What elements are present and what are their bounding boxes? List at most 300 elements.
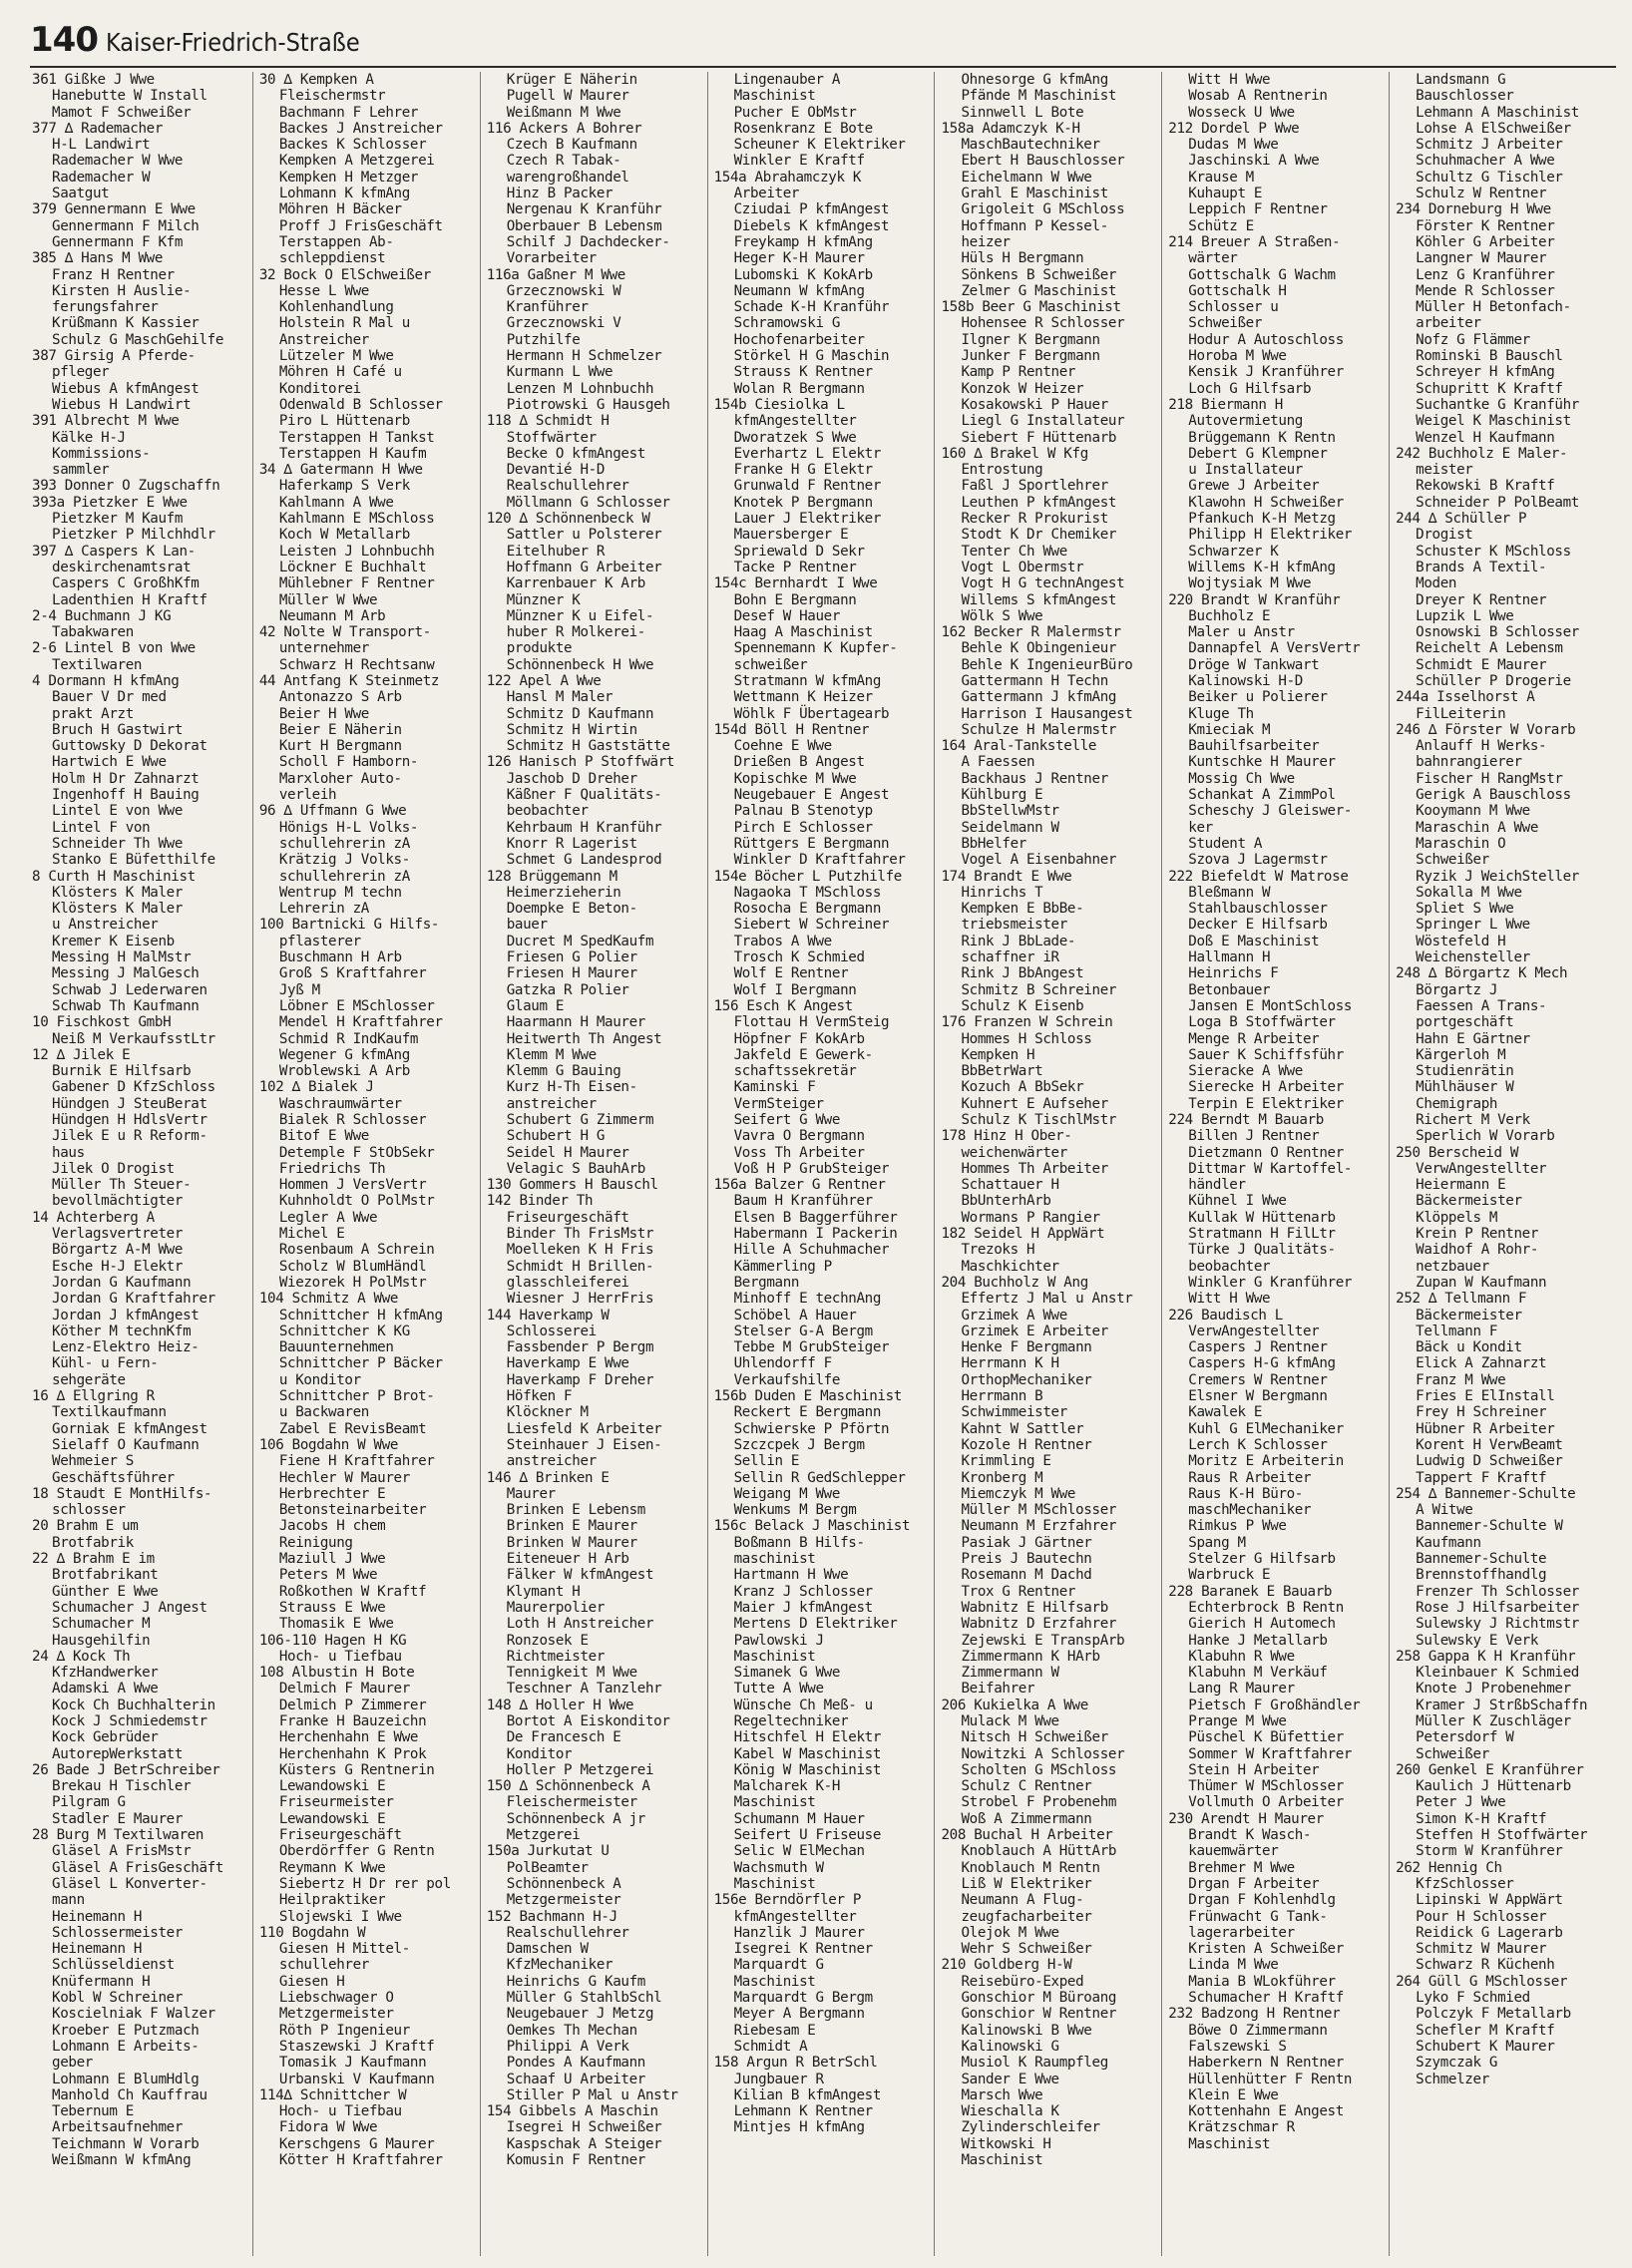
directory-entry: A Faessen [961, 754, 1035, 771]
directory-entry: 20 Brahm E um [32, 1518, 139, 1535]
directory-entry: Weigel K Maschinist [1416, 413, 1571, 430]
directory-entry: 96 ∆ Uffmann G Wwe [258, 803, 407, 820]
directory-entry: Winkler E Kraftf [733, 153, 865, 170]
directory-entry: 26 Bade J BetrSchreiber [32, 1761, 220, 1778]
directory-entry: Tappert F Kraftf [1416, 1469, 1547, 1486]
directory-entry: Rimkus P Wwe [1188, 1518, 1287, 1535]
directory-entry: Schönnenbeck A [506, 1875, 621, 1892]
directory-entry: Neumann W kfmAng [733, 282, 865, 299]
directory-entry: Drgan F Kohlenhdlg [1188, 1892, 1336, 1909]
directory-entry: Klöckner M [506, 1404, 589, 1421]
directory-entry: Simanek G Wwe [733, 1665, 841, 1682]
directory-entry: Schubert H G [506, 1128, 606, 1145]
directory-entry: unternehmer [278, 640, 369, 657]
directory-entry: Saatgut [52, 186, 110, 202]
directory-entry: Menge R Arbeiter [1188, 1030, 1320, 1047]
directory-entry: sammler [52, 462, 110, 479]
directory-entry: Kahnt W Sattler [961, 1420, 1084, 1437]
directory-entry: Warbruck E [1188, 1567, 1271, 1584]
directory-entry: Neugebauer J Metzg [506, 2006, 654, 2023]
directory-entry: Linda M Wwe [1188, 1957, 1279, 1974]
directory-entry: Maurerpolier [506, 1599, 606, 1616]
directory-entry: Hoffmann P Kessel- [961, 217, 1108, 234]
directory-entry: Kooymann M Wwe [1416, 803, 1530, 820]
directory-entry: Schumacher J Angest [52, 1599, 207, 1616]
directory-entry: Stahlbauschlosser [1188, 901, 1328, 918]
directory-entry: Heitwerth Th Angest [506, 1030, 662, 1047]
directory-entry: Schweißer [1188, 315, 1263, 332]
directory-entry: Schwarz R Küchenh [1416, 1957, 1555, 1974]
directory-entry: Desef W Hauer [733, 607, 841, 624]
directory-entry: Brennstoffhandlg [1416, 1567, 1547, 1584]
directory-entry: Dworatzek S Wwe [733, 429, 857, 446]
directory-entry: Kmieciak M [1188, 721, 1271, 738]
directory-entry: Krätzschmar R [1188, 2119, 1295, 2136]
directory-entry: Willems S kfmAngest [961, 591, 1117, 608]
directory-entry: Kottenhahn E Angest [1188, 2103, 1344, 2120]
directory-entry: u Konditor [278, 1371, 361, 1388]
directory-entry: Hanzlik J Maurer [733, 1924, 865, 1941]
directory-entry: BbStellwMstr [961, 803, 1059, 820]
directory-entry: Reckert E Bergmann [733, 1404, 882, 1421]
directory-entry: Trezoks H [961, 1242, 1035, 1259]
directory-entry: Reichelt A Lebensm [1416, 640, 1563, 657]
directory-entry: verleih [278, 787, 337, 804]
directory-entry: Habermann I Packerin [733, 1226, 898, 1243]
directory-entry: Möllmann G Schlosser [506, 494, 670, 511]
directory-entry: Becke O kfmAngest [506, 445, 645, 462]
directory-entry: Elsner W Bergmann [1188, 1388, 1328, 1405]
directory-entry: Trox G Rentner [961, 1583, 1076, 1600]
directory-entry: Adamski A Wwe [52, 1681, 159, 1698]
directory-entry: Rosemann M Dachd [961, 1567, 1092, 1584]
directory-entry: Schönnenbeck A jr [506, 1810, 645, 1827]
directory-entry: schullehrer [278, 1957, 369, 1974]
directory-entry: Mendel H Kraftfahrer [278, 1014, 443, 1031]
directory-entry: 218 Biermann H [1168, 396, 1283, 413]
directory-entry: Dröge W Tankwart [1188, 656, 1320, 673]
directory-entry: Kalinowski H-D [1188, 672, 1303, 689]
directory-entry: Kempken E BbBe- [961, 901, 1084, 918]
directory-entry: Koch W Metallarb [278, 527, 410, 544]
directory-entry: Doß E Maschinist [1188, 933, 1320, 949]
directory-entry: Detemple F StObSekr [278, 1144, 435, 1161]
directory-entry: 226 Baudisch L [1168, 1307, 1283, 1323]
directory-entry: Geschäftsführer [52, 1469, 175, 1486]
directory-entry: 220 Brandt W Kranführ [1168, 591, 1341, 608]
directory-entry: Lewandowski E [278, 1778, 386, 1795]
directory-entry: 10 Fischkost GmbH [32, 1014, 172, 1031]
directory-entry: 110 Bogdahn W [258, 1924, 366, 1941]
directory-entry: Kranz J Schlosser [733, 1583, 873, 1600]
directory-entry: Liesfeld K Arbeiter [506, 1420, 662, 1437]
directory-entry: Damschen W [506, 1941, 589, 1958]
directory-entry: portgeschäft [1416, 1014, 1514, 1031]
directory-entry: Dannapfel A VersVertr [1188, 640, 1361, 657]
directory-entry: Stratmann W kfmAng [733, 672, 882, 689]
directory-entry: H-L Landwirt [52, 137, 151, 154]
directory-entry: Grzecznowski W [506, 282, 621, 299]
directory-entry: Knüfermann H [52, 1973, 151, 1990]
directory-entry: Piotrowski G Hausgeh [506, 396, 670, 413]
directory-entry: arbeiter [1416, 315, 1481, 332]
directory-entry: Franz H Rentner [52, 266, 175, 283]
directory-entry: Winkler D Kraftfahrer [733, 852, 906, 869]
directory-entry: Friseurgeschäft [506, 1209, 629, 1226]
directory-entry: Spliet S Wwe [1416, 901, 1514, 918]
directory-entry: Michel E [278, 1226, 345, 1243]
directory-entry: beobachter [506, 803, 589, 820]
directory-entry: Hoch- u Tiefbau [278, 1648, 402, 1665]
directory-entry: Sommer W Kraftfahrer [1188, 1745, 1353, 1762]
directory-entry: 4 Dormann H kfmAng [32, 672, 180, 689]
directory-entry: Scheschy J Gleiswer- [1188, 803, 1353, 820]
directory-entry: Preis J Bautechn [961, 1551, 1092, 1568]
directory-entry: Schumacher H Kraftf [1188, 1990, 1344, 2007]
directory-entry: Oberdörffer G Rentn [278, 1843, 435, 1860]
directory-entry: Loch G Hilfsarb [1188, 380, 1312, 397]
directory-entry: Tebernum E [52, 2103, 134, 2120]
directory-entry: Spriewald D Sekr [733, 543, 865, 560]
directory-entry: Diebels K kfmAngest [733, 217, 890, 234]
directory-entry: Nagaoka T MSchloss [733, 884, 882, 901]
directory-entry: Krause M [1188, 169, 1254, 186]
directory-entry: Gläsel L Konverter- [52, 1875, 207, 1892]
directory-entry: Weigang M Wwe [733, 1485, 841, 1502]
directory-entry: Schmidt H Brillen- [506, 1258, 654, 1275]
directory-entry: Rademacher W [52, 169, 151, 186]
directory-entry: KfzHandwerker [52, 1665, 159, 1682]
directory-entry: Arbeiter [733, 186, 800, 202]
directory-entry: Kramer J StrßbSchaffn [1416, 1697, 1588, 1713]
directory-entry: Marquardt G Bergm [733, 1990, 873, 2007]
directory-entry: zeugfacharbeiter [961, 1908, 1092, 1925]
directory-entry: Kranführer [506, 299, 589, 316]
directory-entry: Börgartz J [1416, 981, 1498, 998]
directory-entry: Isegrei K Rentner [733, 1941, 873, 1958]
directory-entry: Stadler E Maurer [52, 1810, 184, 1827]
directory-entry: 154c Bernhardt I Wwe [713, 575, 878, 592]
directory-entry: Beier H Wwe [278, 705, 369, 722]
directory-entry: Falszewski S [1188, 2038, 1287, 2055]
directory-entry: Rüttgers E Bergmann [733, 835, 890, 852]
directory-entry: Schulz G MaschGehilfe [52, 331, 224, 348]
directory-entry: 387 Girsig A Pferde- [32, 348, 196, 365]
directory-entry: Kahlmann E MSchloss [278, 511, 435, 528]
directory-entry: Petersdorf W [1416, 1729, 1514, 1746]
directory-entry: beobachter [1188, 1258, 1271, 1275]
directory-entry: Kühnel I Wwe [1188, 1193, 1287, 1210]
directory-entry: Brinken E Lebensm [506, 1502, 645, 1519]
directory-entry: Lützeler M Wwe [278, 348, 394, 365]
directory-entry: Frenzer Th Schlosser [1416, 1583, 1579, 1600]
directory-entry: Antonazzo S Arb [278, 689, 402, 706]
directory-entry: Wabnitz D Erzfahrer [961, 1616, 1117, 1633]
directory-entry: Vavra O Bergmann [733, 1128, 865, 1145]
directory-entry: 154b Ciesiolka L [713, 396, 845, 413]
directory-entry: 156 Esch K Angest [713, 997, 853, 1014]
directory-entry: Knoblauch M Rentn [961, 1859, 1100, 1876]
directory-entry: Giesen H Mittel- [278, 1941, 410, 1958]
directory-entry: 106 Bogdahn W Wwe [258, 1436, 399, 1453]
directory-entry: 156c Belack J Maschinist [713, 1518, 911, 1535]
directory-entry: Polczyk F Metallarb [1416, 2006, 1571, 2023]
directory-entry: Müller G StahlbSchl [506, 1990, 662, 2007]
directory-entry: 22 ∆ Brahm E im [32, 1551, 155, 1568]
directory-entry: 156a Balzer G Rentner [713, 1177, 886, 1194]
directory-entry: Münzner K [506, 591, 581, 608]
directory-entry: bauer [506, 917, 548, 934]
directory-entry: Buschmann H Arb [278, 949, 402, 966]
directory-entry: schullehrerin zA [278, 868, 410, 885]
directory-entry: Wolf I Bergmann [733, 981, 857, 998]
directory-entry: Rademacher W Wwe [52, 153, 184, 170]
directory-entry: Gerigk A Bauschloss [1416, 787, 1571, 804]
directory-entry: Arbeitsaufnehmer [52, 2119, 184, 2136]
directory-entry: Reymann K Wwe [278, 1859, 386, 1876]
directory-entry: Mossig Ch Wwe [1188, 770, 1295, 787]
directory-entry: Kempken H [961, 1046, 1035, 1063]
directory-entry: Hinrichs T [961, 884, 1043, 901]
directory-entry: Scheuner K Elektriker [733, 137, 906, 154]
directory-entry: Heinemann H [52, 1941, 143, 1958]
directory-entry: 162 Becker R Malermstr [941, 624, 1121, 641]
directory-entry: Kabel W Maschinist [733, 1745, 882, 1762]
directory-entry: weichenwärter [961, 1144, 1067, 1161]
directory-entry: Voß H P GrubSteiger [733, 1160, 890, 1177]
directory-entry: Kock Ch Buchhalterin [52, 1697, 215, 1713]
directory-entry: Wolan R Bergmann [733, 380, 865, 397]
page-number: 140 [30, 20, 98, 60]
directory-entry: Harrison I Hausangest [961, 705, 1133, 722]
directory-entry: Olejok M Wwe [961, 1924, 1059, 1941]
directory-entry: Grzecznowski V [506, 315, 621, 332]
directory-entry: Czech B Kaufmann [506, 137, 637, 154]
directory-entry: händler [1188, 1177, 1246, 1194]
directory-entry: Henke F Bergmann [961, 1339, 1092, 1356]
directory-entry: Siebert F Hüttenarb [961, 429, 1117, 446]
directory-entry: mann [52, 1892, 85, 1909]
directory-entry: Herrmann K H [961, 1355, 1059, 1372]
directory-entry: Meyer A Bergmann [733, 2006, 865, 2023]
directory-entry: Heilpraktiker [278, 1892, 386, 1909]
directory-entry: Billen J Rentner [1188, 1128, 1320, 1145]
directory-entry: 16 ∆ Ellgring R [32, 1388, 155, 1405]
directory-entry: Moritz E Arbeiterin [1188, 1453, 1344, 1470]
directory-entry: Vogel A Eisenbahner [961, 852, 1117, 869]
directory-entry: Gottschalk G Wachm [1188, 266, 1336, 283]
directory-entry: Pucher E ObMstr [733, 104, 857, 121]
directory-entry: Haferkamp S Verk [278, 478, 410, 495]
directory-entry: Heinrichs F [1188, 965, 1279, 982]
directory-column-5 [934, 72, 1161, 2256]
directory-entry: Rink J BbLade- [961, 933, 1076, 949]
directory-entry: Moelleken K H Fris [506, 1242, 654, 1259]
directory-entry: Schwierske P Pförtn [733, 1420, 890, 1437]
directory-entry: Wieschalla K [961, 2103, 1059, 2120]
directory-entry: Schnittcher P Bäcker [278, 1355, 443, 1372]
directory-entry: Marsch Wwe [961, 2086, 1043, 2103]
directory-entry: Maziull J Wwe [278, 1551, 386, 1568]
directory-entry: Maschinist [733, 1648, 816, 1665]
directory-entry: Kälke H-J [52, 429, 126, 446]
directory-entry: Schultz G Tischler [1416, 169, 1563, 186]
directory-entry: prakt Arzt [52, 705, 134, 722]
directory-entry: Selic W ElMechan [733, 1843, 865, 1860]
directory-entry: Klabuhn M Verkäuf [1188, 1665, 1328, 1682]
directory-entry: Herbrechter E [278, 1485, 386, 1502]
directory-entry: Kuntschke H Maurer [1188, 754, 1336, 771]
directory-entry: 2-6 Lintel B von Wwe [32, 640, 196, 657]
directory-entry: Neumann M Arb [278, 607, 386, 624]
directory-entry: Grahl E Maschinist [961, 186, 1108, 202]
directory-entry: Kobl W Schreiner [52, 1990, 184, 2007]
directory-entry: Faßl J Sportlehrer [961, 478, 1108, 495]
directory-entry: Riebesam E [733, 2022, 816, 2039]
directory-entry: Wiezorek H PolMstr [278, 1274, 427, 1291]
directory-entry: 150 ∆ Schönnenbeck A [486, 1778, 650, 1795]
directory-entry: Urbanski V Kaufmann [278, 2071, 435, 2087]
directory-entry: 393a Pietzker E Wwe [32, 494, 188, 511]
directory-entry: Hallmann H [1188, 949, 1271, 966]
directory-entry: Regeltechniker [733, 1712, 849, 1729]
directory-entry: 18 Staudt E MontHilfs- [32, 1485, 212, 1502]
directory-entry: Peter J Wwe [1416, 1794, 1506, 1811]
directory-entry: Krimmling E [961, 1453, 1051, 1470]
directory-entry: 34 ∆ Gatermann H Wwe [258, 462, 423, 479]
directory-entry: Lohmann K kfmAng [278, 186, 410, 202]
directory-entry: 262 Hennig Ch [1396, 1859, 1502, 1876]
directory-entry: Hesse L Wwe [278, 282, 369, 299]
directory-entry: Sulewsky E Verk [1416, 1632, 1539, 1649]
directory-entry: VerwAngestellter [1188, 1323, 1320, 1339]
directory-entry: Chemigraph [1416, 1095, 1498, 1112]
directory-entry: Konditor [506, 1745, 573, 1762]
directory-entry: 8 Curth H Maschinist [32, 868, 196, 885]
directory-entry: Fassbender P Bergm [506, 1339, 654, 1356]
directory-entry: Kühl- u Fern- [52, 1355, 159, 1372]
directory-entry: Trabos A Wwe [733, 933, 832, 949]
directory-column-1 [30, 72, 252, 2256]
directory-columns [30, 72, 1616, 2256]
directory-entry: Kaulich J Hüttenarb [1416, 1778, 1571, 1795]
directory-entry: Raus R Arbeiter [1188, 1469, 1312, 1486]
directory-entry: Wojtysiak M Wwe [1188, 575, 1312, 592]
directory-entry: Korent H VerwBeamt [1416, 1436, 1563, 1453]
directory-entry: Freykamp H kfmAng [733, 233, 873, 250]
directory-entry: Waschraumwärter [278, 1095, 402, 1112]
directory-entry: 126 Hanisch P Stoffwärt [486, 754, 675, 771]
directory-entry: Bohn E Bergmann [733, 591, 857, 608]
directory-entry: Tebbe M GrubSteiger [733, 1339, 890, 1356]
directory-entry: anstreicher [506, 1453, 597, 1470]
directory-entry: Schilf J Dachdecker- [506, 233, 670, 250]
directory-entry: Konditorei [278, 380, 361, 397]
directory-entry: Loth H Anstreicher [506, 1616, 654, 1633]
directory-entry: Siebertz H Dr rer pol [278, 1875, 451, 1892]
directory-entry: 182 Seidel H AppWärt [941, 1226, 1105, 1243]
directory-entry: Faessen A Trans- [1416, 997, 1547, 1014]
directory-entry: Schwarzer K [1188, 543, 1279, 560]
directory-entry: Fleischermstr [278, 88, 386, 105]
directory-entry: Klymant H [506, 1583, 581, 1600]
directory-entry: Kalinowski B Wwe [961, 2022, 1092, 2039]
directory-entry: Klein E Wwe [1188, 2086, 1279, 2103]
directory-entry: Küsters G Rentnerin [278, 1761, 435, 1778]
directory-entry: triebsmeister [961, 917, 1067, 934]
directory-entry: Zupan W Kaufmann [1416, 1274, 1547, 1291]
directory-entry: 148 ∆ Holler H Wwe [486, 1697, 634, 1713]
directory-entry: pfleger [52, 364, 110, 381]
directory-entry: Schlüsseldienst [52, 1957, 175, 1974]
directory-entry: Schulz W Rentner [1416, 186, 1547, 202]
directory-entry: Anlauff H Werks- [1416, 738, 1547, 755]
directory-entry: Seidelmann W [961, 819, 1059, 836]
directory-entry: Witkowski H [961, 2135, 1051, 2152]
directory-entry: Stoffwärter [506, 429, 597, 446]
directory-entry: Betonsteinarbeiter [278, 1502, 427, 1519]
directory-entry: 44 Antfang K Steinmetz [258, 672, 440, 689]
directory-entry: Sellin R GedSchlepper [733, 1469, 906, 1486]
directory-entry: Sperlich W Vorarb [1416, 1128, 1555, 1145]
directory-entry: Wolf E Rentner [733, 965, 849, 982]
directory-entry: Hommes Th Arbeiter [961, 1160, 1108, 1177]
directory-entry: Teschner A Tanzlehr [506, 1681, 662, 1698]
directory-entry: Caspers C GroßhKfm [52, 575, 200, 592]
directory-entry: Röth P Ingenieur [278, 2022, 410, 2039]
directory-entry: Metzgerei [506, 1827, 581, 1844]
directory-entry: Knoblauch A HüttArb [961, 1843, 1117, 1860]
directory-entry: Legler A Wwe [278, 1209, 378, 1226]
directory-entry: Gennermann F Kfm [52, 233, 184, 250]
directory-entry: Sulewsky J Richtmstr [1416, 1616, 1579, 1633]
directory-entry: Klösters K Maler [52, 901, 184, 918]
directory-entry: Kahlmann A Wwe [278, 494, 394, 511]
directory-entry: schweißer [733, 656, 808, 673]
directory-entry: Gläsel A FrisGeschäft [52, 1859, 224, 1876]
directory-entry: Schreyer H kfmAng [1416, 364, 1555, 381]
directory-entry: Krüger E Näherin [506, 72, 637, 88]
directory-entry: Köhler G Arbeiter [1416, 233, 1555, 250]
directory-entry: Heimerzieherin [506, 884, 621, 901]
directory-entry: Brinken E Maurer [506, 1518, 637, 1535]
directory-entry: Brinken W Maurer [506, 1534, 637, 1551]
directory-entry: Nofz G Flämmer [1416, 331, 1530, 348]
directory-entry: Bäckermeister [1416, 1307, 1522, 1323]
directory-entry: Kozole H Rentner [961, 1436, 1092, 1453]
directory-entry: Hanke J Metallarb [1188, 1632, 1328, 1649]
directory-entry: Pawlowski J [733, 1632, 824, 1649]
directory-entry: Manhold Ch Kauffrau [52, 2086, 207, 2103]
directory-column-3 [480, 72, 707, 2256]
directory-entry: Schade K-H Kranführ [733, 299, 890, 316]
directory-entry: Wosab A Rentnerin [1188, 88, 1328, 105]
directory-entry: Scholz W BlumHändl [278, 1258, 427, 1275]
directory-entry: 104 Schmitz A Wwe [258, 1291, 399, 1308]
directory-entry: Jacobs H chem [278, 1518, 386, 1535]
directory-entry: Textilwaren [52, 656, 143, 673]
directory-entry: Terstappen H Tankst [278, 429, 435, 446]
directory-entry: Lehrerin zA [278, 901, 369, 918]
directory-entry: lagerarbeiter [1188, 1924, 1295, 1941]
directory-entry: warengroßhandel [506, 169, 629, 186]
directory-entry: Hitschfel H Elektr [733, 1729, 882, 1746]
directory-entry: Musiol K Raumpfleg [961, 2055, 1108, 2072]
directory-entry: 160 ∆ Brakel W Kfg [941, 445, 1088, 462]
directory-entry: Trosch K Schmied [733, 949, 865, 966]
directory-entry: wärter [1188, 250, 1238, 267]
directory-entry: Velagic S BauhArb [506, 1160, 645, 1177]
